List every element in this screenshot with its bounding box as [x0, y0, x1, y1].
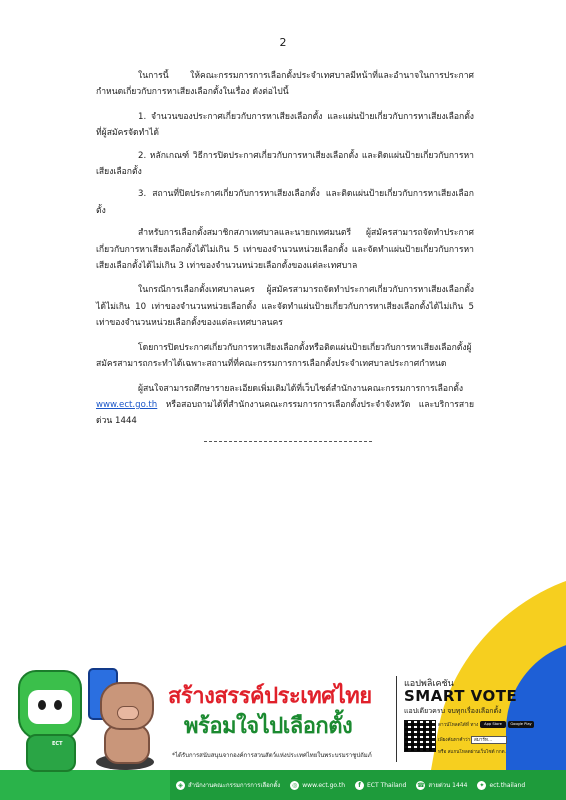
qr-code-icon [404, 720, 436, 752]
list-item-1: 1. จำนวนของประกาศเกี่ยวกับการหาเสียงเลือกตั้ง และแผ่นป้ายเกี่ยวกับการหาเสียงเลือกตั้งที่ผู้สมัครจัดทำได้ [96, 111, 474, 139]
slogan-line-2: พร้อมใจไปเลือกตั้ง [184, 714, 353, 739]
list-item-3: 3. สถานที่ปิดประกาศเกี่ยวกับการหาเสียงเลือกตั้ง และติดแผ่นป้ายเกี่ยวกับการหาเสียงเลือกตั้ง [96, 189, 474, 216]
google-play-badge[interactable]: Google Play [508, 721, 534, 728]
footer-item-office [176, 780, 280, 790]
footer-item-twitter[interactable] [477, 781, 525, 790]
app-label: แอปพลิเคชัน [404, 679, 454, 689]
footer-item-label: ECT Thailand [367, 781, 407, 789]
download-text: ดาวน์โหลดได้ที่ ทาง [438, 723, 479, 728]
pig-mascot-image [96, 682, 156, 770]
footer-item-hotline[interactable] [416, 780, 467, 790]
facebook-icon: f [355, 781, 364, 790]
footer-item-website[interactable] [290, 781, 345, 790]
document-body [96, 68, 474, 438]
app-promo-separator [396, 676, 397, 762]
scan-hint-text: หรือ สแกนโหลดผ่านเว็บไซต์ กกต. [438, 750, 507, 755]
globe-icon: ◎ [292, 781, 298, 789]
dashed-divider [204, 441, 372, 442]
app-search-box: สมาร์ท... [471, 736, 507, 744]
footer-item-label: ect.thailand [489, 781, 526, 789]
mascot-badge-text: ECT [52, 741, 63, 747]
slogan-line-1: สร้างสรรค์ประเทศไทย [168, 684, 372, 709]
phone-icon: ☎ [417, 781, 425, 789]
page-number: 2 [279, 36, 287, 49]
ect-mascot-image [8, 670, 94, 770]
app-tagline: แอปเดียวครบ จบทุกเรื่องเลือกตั้ง [404, 707, 502, 715]
contact-text-after: หรือสอบถามได้ที่สำนักงานคณะกรรมการการเลือกตั้งประจำจังหวัด และบริการสายด่วน 1444 [96, 399, 474, 427]
ect-website-link[interactable]: www.ect.go.th [96, 399, 158, 410]
paragraph-city-municipal: ในกรณีการเลือกตั้งเทศบาลนคร ผู้สมัครสามารถจัดทำประกาศเกี่ยวกับการหาเสียงเลือกตั้งได้ไม่เกิน 10 เท่าของจำนวนหน่วยเลือกตั้ง และจัดทำแผ่นป้ายเกี่ยวกับการหาเสียงเลือกตั้งได้ไม่เกิน 5 เท่าของจำนวนหน่วยเลือกตั้งของแต่ละเทศบาลนคร [96, 285, 474, 329]
contact-text-before: ผู้สนใจสามารถศึกษารายละเอียดเพิ่มเติมได้ที่เว็บไซต์สำนักงานคณะกรรมการการเลือกตั้ง [138, 383, 464, 394]
building-icon: ◈ [176, 781, 185, 790]
paragraph-contact [96, 381, 474, 430]
list-item-2: 2. หลักเกณฑ์ วิธีการปิดประกาศเกี่ยวกับการหาเสียงเลือกตั้ง และติดแผ่นป้ายเกี่ยวกับการหาเสียงเลือกตั้ง [96, 150, 474, 178]
footer-item-label: www.ect.go.th [302, 781, 346, 789]
footer-item-label: สำนักงานคณะกรรมการการเลือกตั้ง [188, 782, 281, 789]
app-title: SMART VOTE [404, 687, 518, 705]
paragraph-posting-locations: โดยการปิดประกาศเกี่ยวกับการหาเสียงเลือกตั้งหรือติดแผ่นป้ายเกี่ยวกับการหาเสียงเลือกตั้งผู้สมัครสามารถกระทำได้เฉพาะสถานที่ที่คณะกรรมการการเลือกตั้งประจำเทศบาลประกาศกำหนด [96, 342, 472, 370]
footer-banner [0, 570, 566, 800]
paragraph-intro: ในการนี้ ให้คณะกรรมการการเลือกตั้งประจำเทศบาลมีหน้าที่และอำนาจในการประกาศกำหนดเกี่ยวกับการหาเสียงเลือกตั้งในเรื่อง ดังต่อไปนี้ [96, 71, 474, 98]
footer-contact-list [176, 770, 525, 800]
footer-item-label: สายด่วน 1444 [428, 782, 468, 789]
footer-contact-bar-left [0, 770, 170, 800]
twitter-icon: ✦ [479, 781, 485, 789]
sponsor-note: *ได้รับการสนับสนุนจากองค์การสวนสัตว์แห่งประเทศไทยในพระบรมราชูปถัมภ์ [172, 752, 372, 759]
search-hint-text: เพียงค้นหาคำว่า [438, 738, 471, 743]
footer-item-facebook[interactable] [355, 781, 406, 790]
smart-vote-app-promo [396, 676, 540, 766]
paragraph-municipal: สำหรับการเลือกตั้งสมาชิกสภาเทศบาลและนายกเทศมนตรี ผู้สมัครสามารถจัดทำประกาศเกี่ยวกับการหาเสียงเลือกตั้งได้ไม่เกิน 5 เท่าของจำนวนหน่วยเลือกตั้ง และจัดทำแผ่นป้ายเกี่ยวกับการหาเสียงเลือกตั้งได้ไม่เกิน 3 เท่าของจำนวนหน่วยเลือกตั้งของแต่ละเทศบาล [96, 228, 474, 272]
app-store-badge[interactable]: App Store [480, 721, 506, 728]
